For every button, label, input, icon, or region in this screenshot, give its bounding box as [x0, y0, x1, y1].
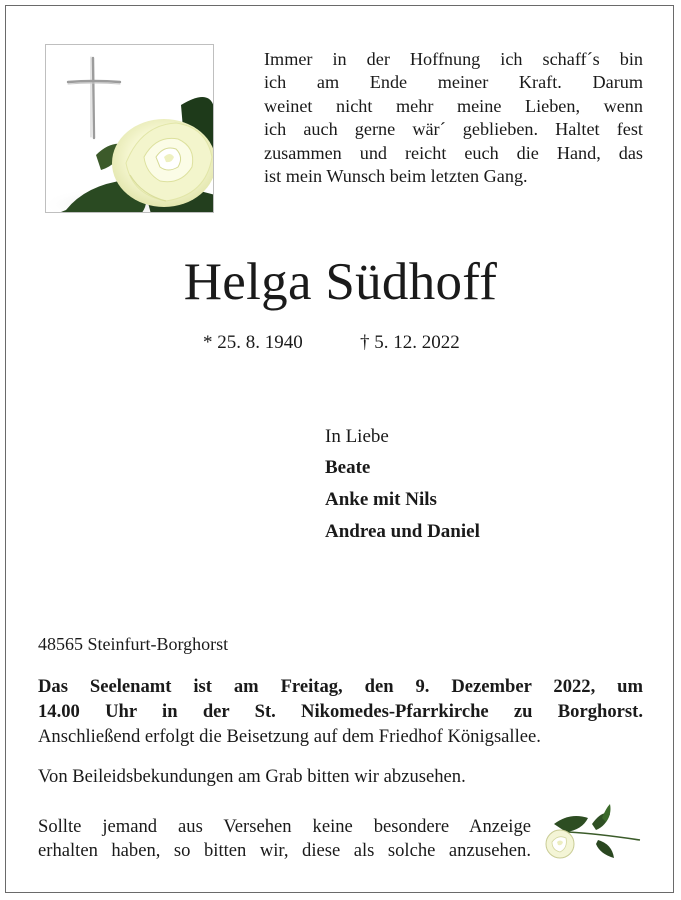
service-line: 14.00 Uhr in der St. Nikomedes-Pfarrkirche zu Borghorst.	[38, 701, 643, 722]
family-block	[325, 425, 480, 552]
death-date: † 5. 12. 2022	[360, 332, 460, 353]
family-member: Beate	[325, 457, 371, 478]
rose-icon	[46, 45, 214, 213]
poem-line: weinet nicht mehr meine Lieben, wenn	[264, 95, 643, 116]
service-line: Das Seelenamt ist am Freitag, den 9. Dezember 2022, um	[38, 676, 643, 697]
notice-line: erhalten haben, so bitten wir, diese als solche anzusehen.	[38, 840, 531, 861]
birth-date: * 25. 8. 1940	[203, 332, 303, 353]
place-line: 48565 Steinfurt-Borghorst	[38, 634, 229, 654]
condolence-line: Von Beileidsbekundungen am Grab bitten wir abzusehen.	[38, 766, 466, 787]
notice-block	[38, 815, 531, 863]
poem-line: ist mein Wunsch beim letzten Gang.	[264, 166, 528, 187]
family-member: Anke mit Nils	[325, 489, 437, 510]
cross-rose-image	[45, 44, 214, 213]
burial-line: Anschließend erfolgt die Beisetzung auf dem Friedhof Königsallee.	[38, 726, 541, 747]
poem-line: ich auch gerne wär´ geblieben. Haltet fest	[264, 119, 643, 140]
memorial-poem	[264, 48, 643, 188]
family-member: Andrea und Daniel	[325, 521, 480, 542]
deceased-name: Helga Südhoff	[183, 253, 498, 311]
family-intro: In Liebe	[325, 426, 389, 447]
small-rose-icon	[540, 804, 644, 864]
notice-line: Sollte jemand aus Versehen keine besondere Anzeige	[38, 816, 531, 837]
poem-line: ich am Ende meiner Kraft. Darum	[264, 72, 643, 93]
small-rose-image	[540, 804, 644, 864]
service-info	[38, 674, 643, 749]
poem-line: Immer in der Hoffnung ich schaff´s bin	[264, 49, 643, 69]
poem-line: zusammen und reicht euch die Hand, das	[264, 142, 643, 163]
